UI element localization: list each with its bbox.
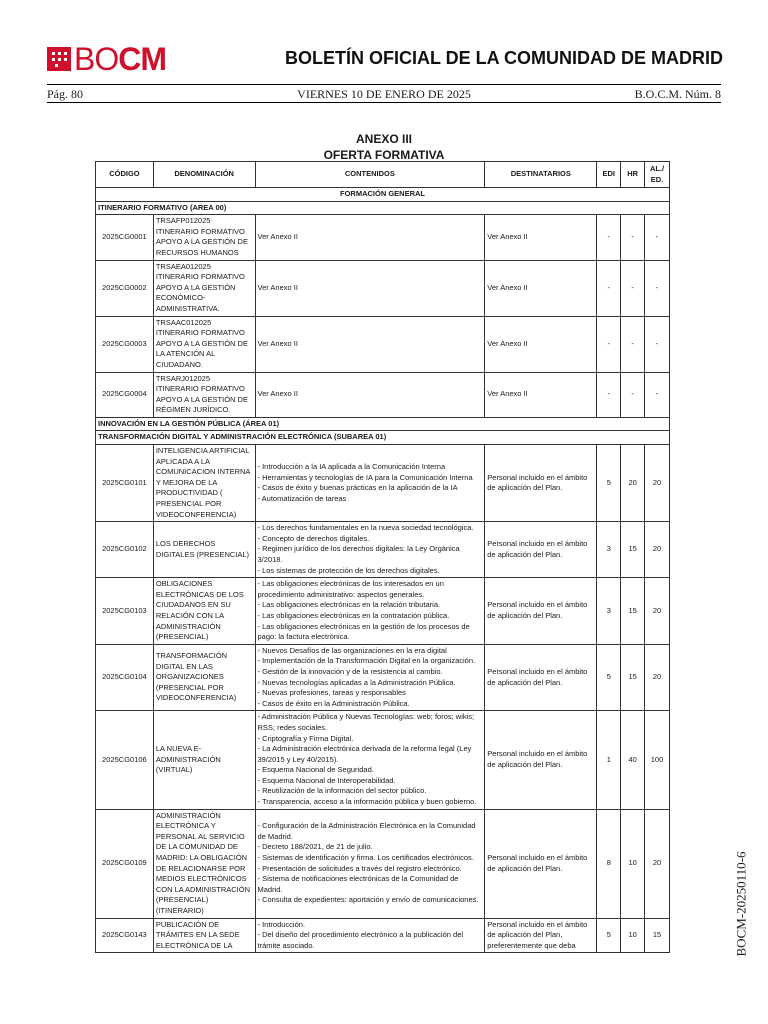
col-header-denominacion: DENOMINACIÓN — [153, 162, 255, 188]
course-name: LA NUEVA E-ADMINISTRACIÓN (VIRTUAL) — [153, 711, 255, 809]
content-line: - Las obligaciones electrónicas en la gestión de los procesos de pago: la factura electrónica. — [257, 621, 470, 642]
course-editions: - — [597, 215, 621, 260]
content-line: - Sistema de notificaciones electrónicas de la Comunidad de Madrid. — [257, 874, 459, 894]
course-hours: - — [621, 260, 645, 316]
content-line: - Introducción. — [257, 919, 306, 929]
table-row — [96, 215, 670, 260]
table-row — [96, 316, 670, 372]
course-name: TRSAEA012025 ITINERARIO FORMATIVO APOYO A LA GESTIÓN ECONÓMICO-ADMINISTRATIVA. — [153, 260, 255, 316]
table-row — [96, 809, 670, 918]
course-contents — [255, 522, 485, 578]
course-recipients: Ver Anexo II — [485, 260, 597, 316]
course-hours: 10 — [621, 809, 645, 918]
col-header-code: CÓDIGO — [96, 162, 154, 188]
col-header-hr: HR — [621, 162, 645, 188]
content-line: - Casos de éxito en la Administración Pública. — [257, 698, 410, 708]
content-line: - Criptografía y Firma Digital. — [257, 733, 354, 743]
content-line: - Presentación de solicitudes a través del registro electrónico. — [257, 863, 462, 873]
section-row: FORMACIÓN GENERAL — [96, 188, 670, 202]
course-editions: - — [597, 372, 621, 417]
course-students-per-edition: 20 — [645, 522, 670, 578]
course-recipients: Personal incluido en el ámbito de aplicación del Plan. — [485, 809, 597, 918]
course-code: 2025CG0143 — [96, 918, 154, 953]
content-line: - Configuración de la Administración Electrónica en la Comunidad de Madrid. — [257, 821, 476, 841]
course-contents: Ver Anexo II — [255, 316, 485, 372]
header-rule — [47, 84, 721, 85]
group-row: INNOVACIÓN EN LA GESTIÓN PÚBLICA (ÁREA 01) — [96, 417, 670, 431]
course-editions: 8 — [597, 809, 621, 918]
content-line: - La Administración electrónica derivada de la reforma legal (Ley 39/2015 y Ley 40/2015). — [257, 744, 472, 764]
content-line: - Casos de éxito y buenas prácticas en la aplicación de la IA — [257, 483, 458, 493]
issue-date: VIERNES 10 DE ENERO DE 2025 — [297, 87, 471, 101]
table-row — [96, 578, 670, 645]
annex-title: ANEXO III — [355, 132, 412, 146]
table-row — [96, 522, 670, 578]
course-contents: Ver Anexo II — [255, 215, 485, 260]
course-recipients: Personal incluido en el ámbito de aplicación del Plan. — [485, 522, 597, 578]
content-line: - Nuevas profesiones, tareas y responsables — [257, 688, 406, 698]
course-editions: 5 — [597, 644, 621, 711]
course-name: LOS DERECHOS DIGITALES (PRESENCIAL) — [153, 522, 255, 578]
course-code: 2025CG0106 — [96, 711, 154, 809]
content-line: - Reutilización de la información del sector público. — [257, 786, 427, 796]
content-line: - Nuevas tecnologías aplicadas a la Administración Pública. — [257, 677, 456, 687]
col-header-contenidos: CONTENIDOS — [255, 162, 485, 188]
course-hours: 15 — [621, 644, 645, 711]
bocm-logo: BOCM — [47, 44, 166, 74]
course-hours: - — [621, 372, 645, 417]
course-recipients: Ver Anexo II — [485, 316, 597, 372]
course-code: 2025CG0004 — [96, 372, 154, 417]
course-name: TRSARJ012025 ITINERARIO FORMATIVO APOYO A LA GESTIÓN DE RÉGIMEN JURÍDICO. — [153, 372, 255, 417]
content-line: - Regimen jurídico de los derechos digitales: la Ley Orgánica 3/2018. — [257, 544, 460, 564]
content-line: - Sistemas de identificación y firma. Los certificados electrónicos. — [257, 853, 474, 863]
course-editions: 5 — [597, 445, 621, 522]
course-hours: - — [621, 316, 645, 372]
course-students-per-edition: - — [645, 215, 670, 260]
course-code: 2025CG0002 — [96, 260, 154, 316]
course-recipients: Personal incluido en el ámbito de aplicación del Plan. — [485, 445, 597, 522]
course-name: ADMINISTRACIÓN ELECTRÓNICA Y PERSONAL AL SERVICIO DE LA COMUNIDAD DE MADRID: LA OBLIGACIÓN DE RELACIONARSE POR MEDIOS ELECTRÓNICOS CON LA ADMINISTRACIÓN (PRESENCIAL) (ITINERARIO) — [153, 809, 255, 918]
course-contents: Ver Anexo II — [255, 372, 485, 417]
course-name: TRSAAC012025 ITINERARIO FORMATIVO APOYO A LA GESTIÓN DE LA ATENCIÓN AL CIUDADANO. — [153, 316, 255, 372]
annex-subtitle: OFERTA FORMATIVA — [323, 148, 445, 162]
course-recipients: Personal incluido en el ámbito de aplicación del Plan. — [485, 578, 597, 645]
course-editions: 3 — [597, 522, 621, 578]
content-line: - Concepto de derechos digitales. — [257, 533, 370, 543]
course-code: 2025CG0001 — [96, 215, 154, 260]
course-students-per-edition: 20 — [645, 578, 670, 645]
course-students-per-edition: - — [645, 372, 670, 417]
course-name: OBLIGACIONES ELECTRÓNICAS DE LOS CIUDADANOS EN SU RELACIÓN CON LA ADMINISTRACIÓN (PRESENCIAL) — [153, 578, 255, 645]
group-row: ITINERARIO FORMATIVO (AREA 00) — [96, 201, 670, 215]
course-students-per-edition: 20 — [645, 445, 670, 522]
table-row — [96, 918, 670, 953]
content-line: - Los derechos fundamentales en la nueva sociedad tecnológica. — [257, 523, 474, 533]
content-line: - Nuevos Desafíos de las organizaciones en la era digital — [257, 645, 447, 655]
course-recipients: Personal incluido en el ámbito de aplicación del Plan. — [485, 644, 597, 711]
table-header-row — [96, 162, 670, 188]
course-name: PUBLICACIÓN DE TRÁMITES EN LA SEDE ELECTRÓNICA DE LA — [153, 918, 255, 953]
content-line: - Esquema Nacional de Seguridad. — [257, 765, 374, 775]
course-hours: 40 — [621, 711, 645, 809]
course-contents — [255, 918, 485, 953]
course-recipients: Ver Anexo II — [485, 215, 597, 260]
col-header-destinatarios: DESTINATARIOS — [485, 162, 597, 188]
course-name: TRANSFORMACIÓN DIGITAL EN LAS ORGANIZACIONES (PRESENCIAL POR VIDEOCONFERENCIA) — [153, 644, 255, 711]
page-number: Pág. 80 — [47, 87, 83, 101]
course-code: 2025CG0109 — [96, 809, 154, 918]
table-row — [96, 644, 670, 711]
course-students-per-edition: - — [645, 260, 670, 316]
content-line: - Los sistemas de protección de los derechos digitales. — [257, 565, 440, 575]
course-editions: - — [597, 316, 621, 372]
content-line: - Las obligaciones electrónicas en la relación tributaria. — [257, 600, 441, 610]
course-editions: - — [597, 260, 621, 316]
course-hours: 20 — [621, 445, 645, 522]
content-line: - Decreto 188/2021, de 21 de julio. — [257, 842, 373, 852]
course-hours: 15 — [621, 522, 645, 578]
course-editions: 1 — [597, 711, 621, 809]
header-rule-bottom — [47, 102, 721, 103]
madrid-stars-icon — [47, 47, 71, 71]
course-name: INTELIGENCIA ARTIFICIAL APLICADA A LA COMUNICACION INTERNA Y MEJORA DE LA PRODUCTIVIDAD ( PRESENCIAL POR VIDEOCONFERENCIA) — [153, 445, 255, 522]
course-students-per-edition: 100 — [645, 711, 670, 809]
course-contents — [255, 711, 485, 809]
content-line: - Consulta de expedientes: aportación y envío de comunicaciones. — [257, 895, 479, 905]
col-header-edi: EDI — [597, 162, 621, 188]
course-hours: 10 — [621, 918, 645, 953]
table-row — [96, 260, 670, 316]
course-contents — [255, 809, 485, 918]
course-students-per-edition: 20 — [645, 644, 670, 711]
issue-number: B.O.C.M. Núm. 8 — [634, 87, 721, 101]
gazette-title: BOLETÍN OFICIAL DE LA COMUNIDAD DE MADRID — [285, 48, 723, 68]
bocm-document-code: BOCM-20250110-6 — [733, 851, 749, 957]
course-code: 2025CG0102 — [96, 522, 154, 578]
course-code: 2025CG0101 — [96, 445, 154, 522]
content-line: - Automatización de tareas — [257, 493, 347, 503]
training-offer-table — [95, 161, 670, 953]
course-recipients: Ver Anexo II — [485, 372, 597, 417]
course-students-per-edition: - — [645, 316, 670, 372]
course-code: 2025CG0003 — [96, 316, 154, 372]
course-contents — [255, 578, 485, 645]
content-line: - Implementación de la Transformación Digital en la organización. — [257, 656, 476, 666]
content-line: - Gestión de la innovación y de la resistencia al cambio. — [257, 666, 443, 676]
course-hours: - — [621, 215, 645, 260]
course-code: 2025CG0103 — [96, 578, 154, 645]
group-row: TRANSFORMACIÓN DIGITAL Y ADMINISTRACIÓN ELECTRÓNICA (SUBAREA 01) — [96, 431, 670, 445]
course-contents — [255, 445, 485, 522]
content-line: - Las obligaciones electrónicas de los interesados en un procedimiento administrativo: aspectos generales. — [257, 579, 444, 599]
course-name: TRSAFP012025 ITINERARIO FORMATIVO APOYO A LA GESTIÓN DE RECURSOS HUMANOS — [153, 215, 255, 260]
course-students-per-edition: 20 — [645, 809, 670, 918]
table-row — [96, 372, 670, 417]
content-line: - Del diseño del procedimiento electrónico a la publicación del trámite asociado. — [257, 930, 464, 950]
content-line: - Herramientas y tecnologías de IA para la Comunicación Interna — [257, 472, 473, 482]
course-editions: 3 — [597, 578, 621, 645]
content-line: - Administración Pública y Nuevas Tecnologías: web; foros; wikis; RSS; redes sociales. — [257, 712, 475, 732]
content-line: - Las obligaciones electrónicas en la contratación pública. — [257, 610, 450, 620]
table-row — [96, 445, 670, 522]
content-line: - Esquema Nacional de Interoperabilidad. — [257, 775, 396, 785]
course-editions: 5 — [597, 918, 621, 953]
course-contents: Ver Anexo II — [255, 260, 485, 316]
table-row — [96, 711, 670, 809]
content-line: - Introducción a la IA aplicada a la Comunicación Interna — [257, 461, 446, 471]
content-line: - Transparencia, acceso a la información pública y buen gobierno. — [257, 797, 477, 807]
col-header-al-ed: AL./ ED. — [645, 162, 670, 188]
course-recipients: Personal incluido en el ámbito de aplicación del Plan. — [485, 711, 597, 809]
course-contents — [255, 644, 485, 711]
course-students-per-edition: 15 — [645, 918, 670, 953]
course-hours: 15 — [621, 578, 645, 645]
course-recipients: Personal incluido en el ámbito de aplicación del Plan, preferentemente que deba — [485, 918, 597, 953]
course-code: 2025CG0104 — [96, 644, 154, 711]
